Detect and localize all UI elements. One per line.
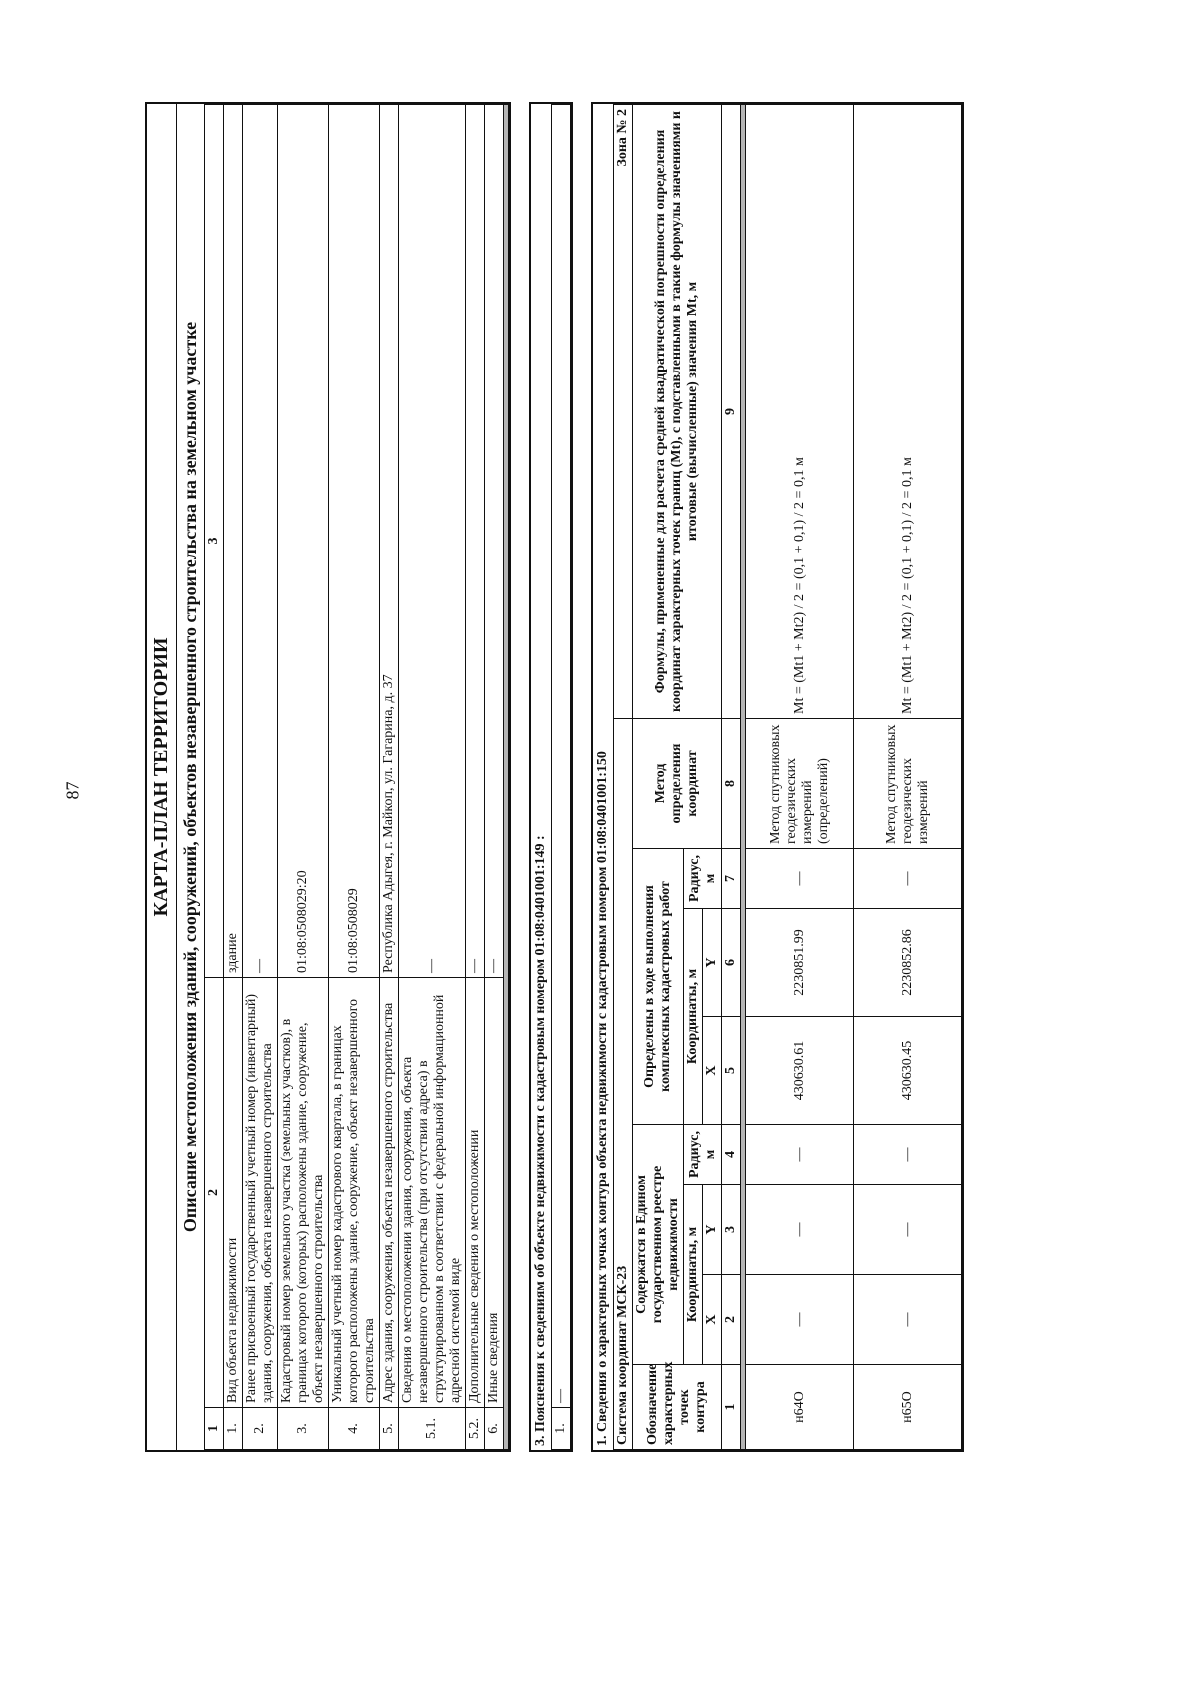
description-header-row (205, 105, 224, 1450)
table-row (329, 105, 380, 1450)
row-value: 01:08:0508029 (329, 105, 380, 978)
row-name: Кадастровый номер земельного участка (земельных участков), в границах которого (которых) расположены здание, сооружение, объект незавершенного строительства (278, 978, 329, 1408)
table-row (854, 105, 962, 1450)
row-number: 2. (243, 1408, 278, 1450)
x-egrn: — (854, 1275, 962, 1365)
y-value: 2230852.86 (854, 909, 962, 1017)
table-row (380, 105, 399, 1450)
row-name: Ранее присвоенный государственный учетный номер (инвентарный) здания, сооружения, объекта незавершенного строительства (243, 978, 278, 1408)
section3-title: 3. Пояснения к сведениям об объекте недвижимости с кадастровым номером 01:08:0401001:149 : (533, 835, 548, 1446)
header-col-3: 3 (205, 105, 224, 978)
y-header: Y (703, 1185, 722, 1275)
table-row (224, 105, 243, 1450)
formula-header: Формулы, примененные для расчета средней квадратической погрешности определения координат характерных точек границ (Mt), с подставленными в такие формулы значениями и итоговые (вычисленные) значения Mt, м (633, 105, 722, 719)
x-header: X (703, 1275, 722, 1365)
col-number: 2 (722, 1275, 741, 1365)
row-value: Республика Адыгея, г. Майкоп, ул. Гагарина, д. 37 (380, 105, 399, 978)
section1-title: 1. Сведения о характерных точках контура объекта недвижимости с кадастровым номером 01:08:0401001:150 (595, 751, 610, 1446)
table-row (552, 105, 571, 1450)
header-row-1 (633, 105, 684, 1450)
designation-header: Обозначение характерных точек контура (633, 1365, 722, 1450)
col-number: 9 (722, 105, 741, 719)
r-egrn: — (746, 1125, 854, 1185)
r-value: — (854, 849, 962, 909)
row-name: Сведения о местоположении здания, сооружения, объекта незавершенного строительства (при отсутствии адреса) в структурированном в соответствии с федеральной информационной адресной системой виде (399, 978, 466, 1408)
y-egrn: — (746, 1185, 854, 1275)
row-number: 5.1. (399, 1408, 466, 1450)
col-number: 8 (722, 718, 741, 848)
y-header-2: Y (703, 909, 722, 1017)
row-value: здание (224, 105, 243, 978)
formula: Mt = (Mt1 + Mt2) / 2 = (0,1 + 0,1) / 2 = 0,1 м (854, 105, 962, 719)
row-number: 1. (552, 1408, 571, 1450)
x-egrn: — (746, 1275, 854, 1365)
row-value: — (485, 105, 504, 978)
row-number: 6. (485, 1408, 504, 1450)
col-numbers-row (722, 105, 741, 1450)
y-egrn: — (854, 1185, 962, 1275)
coords-header: Координаты, м (684, 1185, 703, 1365)
col-number: 1 (722, 1365, 741, 1450)
method: Метод спутниковых геодезических измерений (определений) (746, 718, 854, 848)
x-value: 430630.45 (854, 1017, 962, 1125)
determined-header: Определены в ходе выполнения комплексных кадастровых работ (633, 849, 684, 1125)
col-number: 7 (722, 849, 741, 909)
coords-header-2: Координаты, м (684, 909, 703, 1125)
header-col-1: 1 (205, 1408, 224, 1450)
table-row (485, 105, 504, 1450)
document-subtitle: Описание местоположения зданий, сооружений, объектов незавершенного строительства на земельном участке (180, 321, 200, 1233)
header-col-2: 2 (205, 978, 224, 1408)
row-value: — (399, 105, 466, 978)
row-value: — (466, 105, 485, 978)
document-title: КАРТА-ПЛАН ТЕРРИТОРИИ (147, 104, 177, 1450)
radius-header-2: Радиус, м (684, 849, 722, 909)
point-name: н65О (854, 1365, 962, 1450)
section3-frame (529, 102, 573, 1452)
row-name: Иные сведения (485, 978, 504, 1408)
system-row (614, 105, 633, 1450)
table-row (746, 105, 854, 1450)
method-header: Метод определения координат (633, 718, 722, 848)
row-name: Вид объекта недвижимости (224, 978, 243, 1408)
r-egrn: — (854, 1125, 962, 1185)
separator (504, 105, 509, 1450)
row-name: Уникальный учетный номер кадастрового квартала, в границах которого расположены здание, сооружение, объект незавершенного строительства (329, 978, 380, 1408)
section1-frame (591, 102, 964, 1452)
table-row (278, 105, 329, 1450)
table-row (399, 105, 466, 1450)
col-number: 5 (722, 1017, 741, 1125)
row-number: 5. (380, 1408, 399, 1450)
method: Метод спутниковых геодезических измерений (854, 718, 962, 848)
col-number: 4 (722, 1125, 741, 1185)
x-header-2: X (703, 1017, 722, 1125)
row-number: 1. (224, 1408, 243, 1450)
section3-table (551, 104, 571, 1450)
col-number: 6 (722, 909, 741, 1017)
page-number: 87 (62, 781, 83, 800)
row-name: Дополнительные сведения о местоположении (466, 978, 485, 1408)
row-value: — (243, 105, 278, 978)
radius-header: Радиус, м (684, 1125, 722, 1185)
description-table (204, 104, 509, 1450)
points-table (613, 104, 962, 1450)
r-value: — (746, 849, 854, 909)
x-value: 430630.61 (746, 1017, 854, 1125)
point-name: н64О (746, 1365, 854, 1450)
col-number: 3 (722, 1185, 741, 1275)
y-value: 2230851.99 (746, 909, 854, 1017)
table-row (243, 105, 278, 1450)
row-value: — (552, 105, 571, 1408)
row-value: 01:08:0508029:20 (278, 105, 329, 978)
coordinate-system: Система координат МСК-23 (614, 718, 633, 1449)
zone: Зона № 2 (614, 105, 633, 719)
table-row (466, 105, 485, 1450)
row-number: 5.2. (466, 1408, 485, 1450)
formula: Mt = (Mt1 + Mt2) / 2 = (0,1 + 0,1) / 2 = 0,1 м (746, 105, 854, 719)
row-name: Адрес здания, сооружения, объекта незавершенного строительства (380, 978, 399, 1408)
row-number: 3. (278, 1408, 329, 1450)
egrn-header: Содержатся в Едином государственном реестре недвижимости (633, 1125, 684, 1365)
row-number: 4. (329, 1408, 380, 1450)
rotated-document (145, 102, 1060, 1452)
document-frame (145, 102, 511, 1452)
